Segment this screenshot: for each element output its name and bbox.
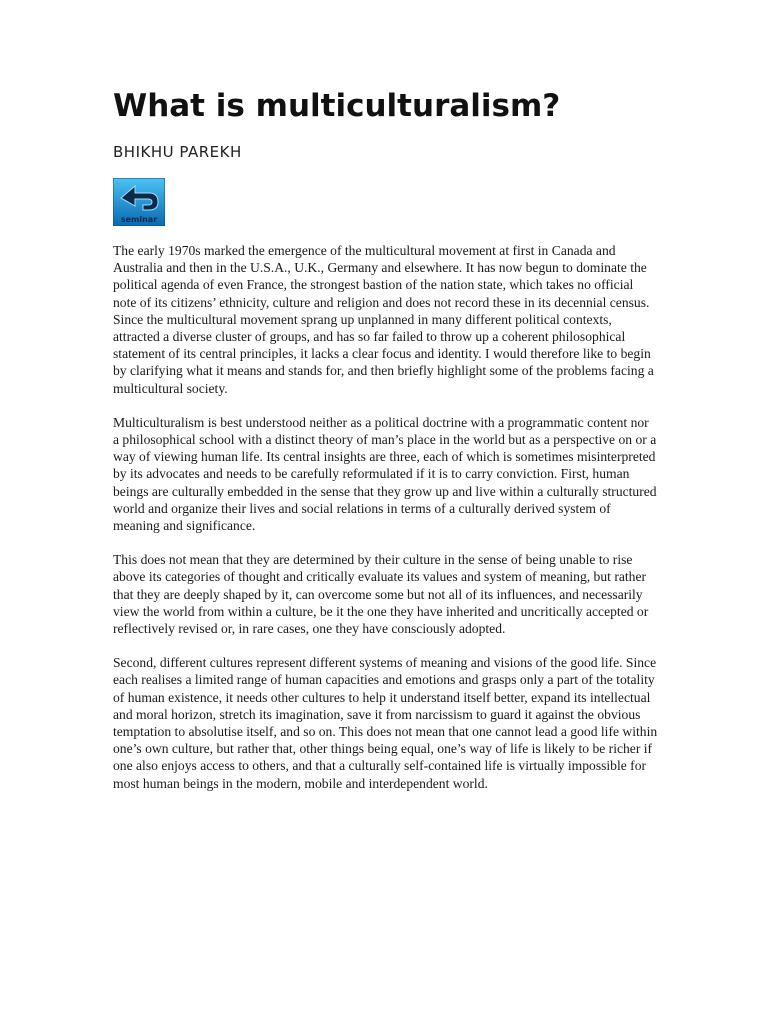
paragraph: This does not mean that they are determined by their culture in the sense of being unable to rise above its categories of thought and critically evaluate its values and system of meaning, but rather that they are deeply shaped by it, can overcome some but not all of its influences, and necessarily view the world from within a culture, be it the one they have inherited and uncritically accepted or reflectively revised or, in rare cases, one they have consciously adopted. xyxy=(113,552,649,637)
article-body xyxy=(113,242,658,809)
paragraph: The early 1970s marked the emergence of the multicultural movement at first in Canada and Australia and then in the U.S.A., U.K., Germany and elsewhere. It has now begun to dominate the political agenda of even France, the strongest bastion of the nation state, which takes no official note of its citizens’ ethnicity, culture and religion and does not record these in its decennial census. Since the multicultural movement sprang up unplanned in many different political contexts, attracted a diverse cluster of groups, and has so far failed to throw up a coherent philosophical statement of its central principles, it lacks a clear focus and identity. I would therefore like to begin by clarifying what it means and stands for, and then briefly highlight some of the problems facing a multicultural society. xyxy=(113,243,654,396)
article-title: What is multiculturalism? xyxy=(113,88,561,124)
article-author: BHIKHU PAREKH xyxy=(113,143,242,161)
paragraph: Second, different cultures represent different systems of meaning and visions of the good life. Since each realises a limited range of human capacities and emotions and grasps only a part of the totality of human existence, it needs other cultures to help it understand itself better, expand its intellectual and moral horizon, stretch its imagination, save it from narcissism to guard it against the obvious temptation to absolutise itself, and so on. This does not mean that one cannot lead a good life within one’s own culture, but rather that, other things being equal, one’s way of life is likely to be richer if one also enjoys access to others, and that a culturally self-contained life is virtually impossible for most human beings in the modern, mobile and interdependent world. xyxy=(113,655,658,791)
seminar-back-arrow-icon xyxy=(113,178,165,226)
paragraph: Multiculturalism is best understood neither as a political doctrine with a programmatic content nor a philosophical school with a distinct theory of man’s place in the world but as a perspective on or a way of viewing human life. Its central insights are three, each of which is sometimes misinterpreted by its advocates and needs to be carefully reformulated if it is to carry conviction. First, human beings are culturally embedded in the sense that they grow up and live within a culturally structured world and organize their lives and social relations in terms of a culturally derived system of meaning and significance. xyxy=(113,414,657,534)
logo-label: seminar xyxy=(120,215,158,224)
